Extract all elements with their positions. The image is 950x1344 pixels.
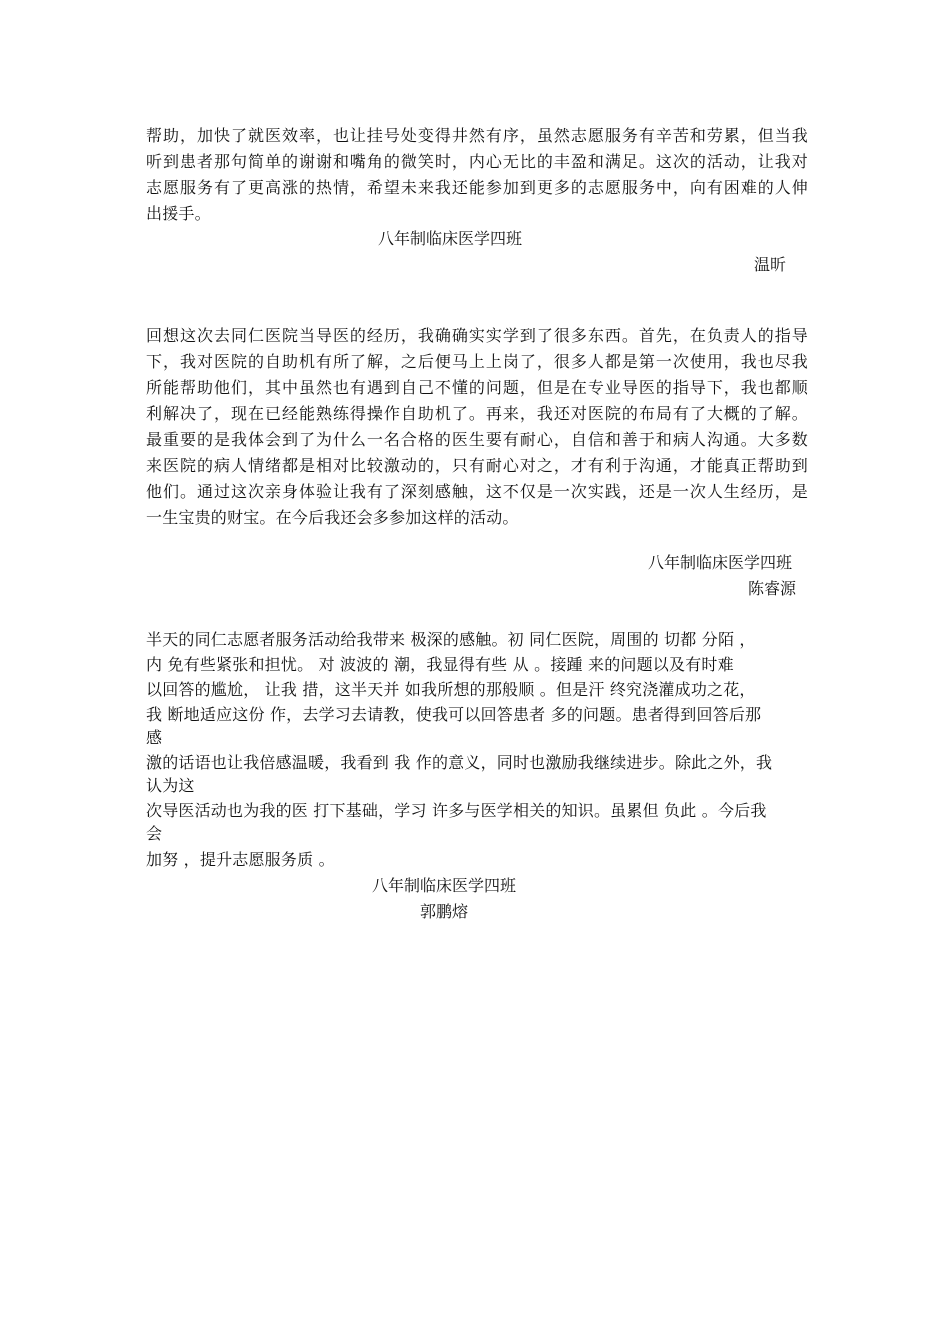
essay-2-line-2: 下，我对医院的自助机有所了解，之后便马上上岗了，很多人都是第一次使用，我也尽我 xyxy=(146,352,808,371)
essay-2-line-1: 回想这次去同仁医院当导医的经历，我确确实实学到了很多东西。首先，在负责人的指导 xyxy=(146,326,808,345)
essay-3-line-8: 次导医活动也为我的医 打下基础，学习 许多与医学相关的知识。虽累但 负此 。今后我 xyxy=(146,801,767,820)
essay-1-line-4: 出援手。 xyxy=(146,204,211,223)
essay-3-line-1: 半天的同仁志愿者服务活动给我带来 极深的感触。初 同仁医院，周围的 切都 分陌 ， xyxy=(146,630,756,649)
essay-3-line-7: 认为这 xyxy=(146,776,195,795)
essay-1-class: 八年制临床医学四班 xyxy=(378,229,523,248)
essay-2-line-5: 最重要的是我体会到了为什么一名合格的医生要有耐心，自信和善于和病人沟通。大多数 xyxy=(146,430,808,449)
essay-2-author: 陈睿源 xyxy=(748,579,797,598)
essay-2-class: 八年制临床医学四班 xyxy=(648,553,793,572)
essay-1-line-3: 志愿服务有了更高涨的热情，希望未来我还能参加到更多的志愿服务中，向有困难的人伸 xyxy=(146,178,808,197)
essay-3-line-2: 内 免有些紧张和担忧。 对 波波的 潮，我显得有些 从 。接踵 来的问题以及有时难 xyxy=(146,655,734,674)
essay-1-line-1: 帮助，加快了就医效率，也让挂号处变得井然有序，虽然志愿服务有辛苦和劳累，但当我 xyxy=(146,126,808,145)
essay-2-line-4: 利解决了，现在已经能熟练得操作自助机了。再来，我还对医院的布局有了大概的了解。 xyxy=(146,404,808,423)
essay-1-line-2: 听到患者那句简单的谢谢和嘴角的微笑时，内心无比的丰盈和满足。这次的活动，让我对 xyxy=(146,152,808,171)
essay-2-line-8: 一生宝贵的财宝。在今后我还会多参加这样的活动。 xyxy=(146,508,519,527)
essay-3-line-9: 会 xyxy=(146,824,163,843)
essay-2-line-6: 来医院的病人情绪都是相对比较激动的，只有耐心对之，才有利于沟通，才能真正帮助到 xyxy=(146,456,808,475)
essay-2-line-7: 他们。通过这次亲身体验让我有了深刻感触，这不仅是一次实践，还是一次人生经历，是 xyxy=(146,482,808,501)
essay-1-author: 温昕 xyxy=(754,255,787,274)
essay-3-author: 郭鹏熔 xyxy=(420,902,469,921)
essay-3-line-3: 以回答的尴尬， 让我 措，这半天并 如我所想的那般顺 。但是汗 终究浇灌成功之花， xyxy=(146,680,756,699)
essay-3-class: 八年制临床医学四班 xyxy=(372,876,517,895)
essay-2-line-3: 所能帮助他们，其中虽然也有遇到自己不懂的问题，但是在专业导医的指导下，我也都顺 xyxy=(146,378,808,397)
essay-3-line-5: 感 xyxy=(146,728,163,747)
essay-3-line-4: 我 断地适应这份 作，去学习去请教，使我可以回答患者 多的问题。患者得到回答后那 xyxy=(146,705,762,724)
essay-3-line-10: 加努 ，提升志愿服务质 。 xyxy=(146,850,335,869)
essay-3-line-6: 激的话语也让我倍感温暖，我看到 我 作的意义，同时也激励我继续进步。除此之外，我 xyxy=(146,753,773,772)
